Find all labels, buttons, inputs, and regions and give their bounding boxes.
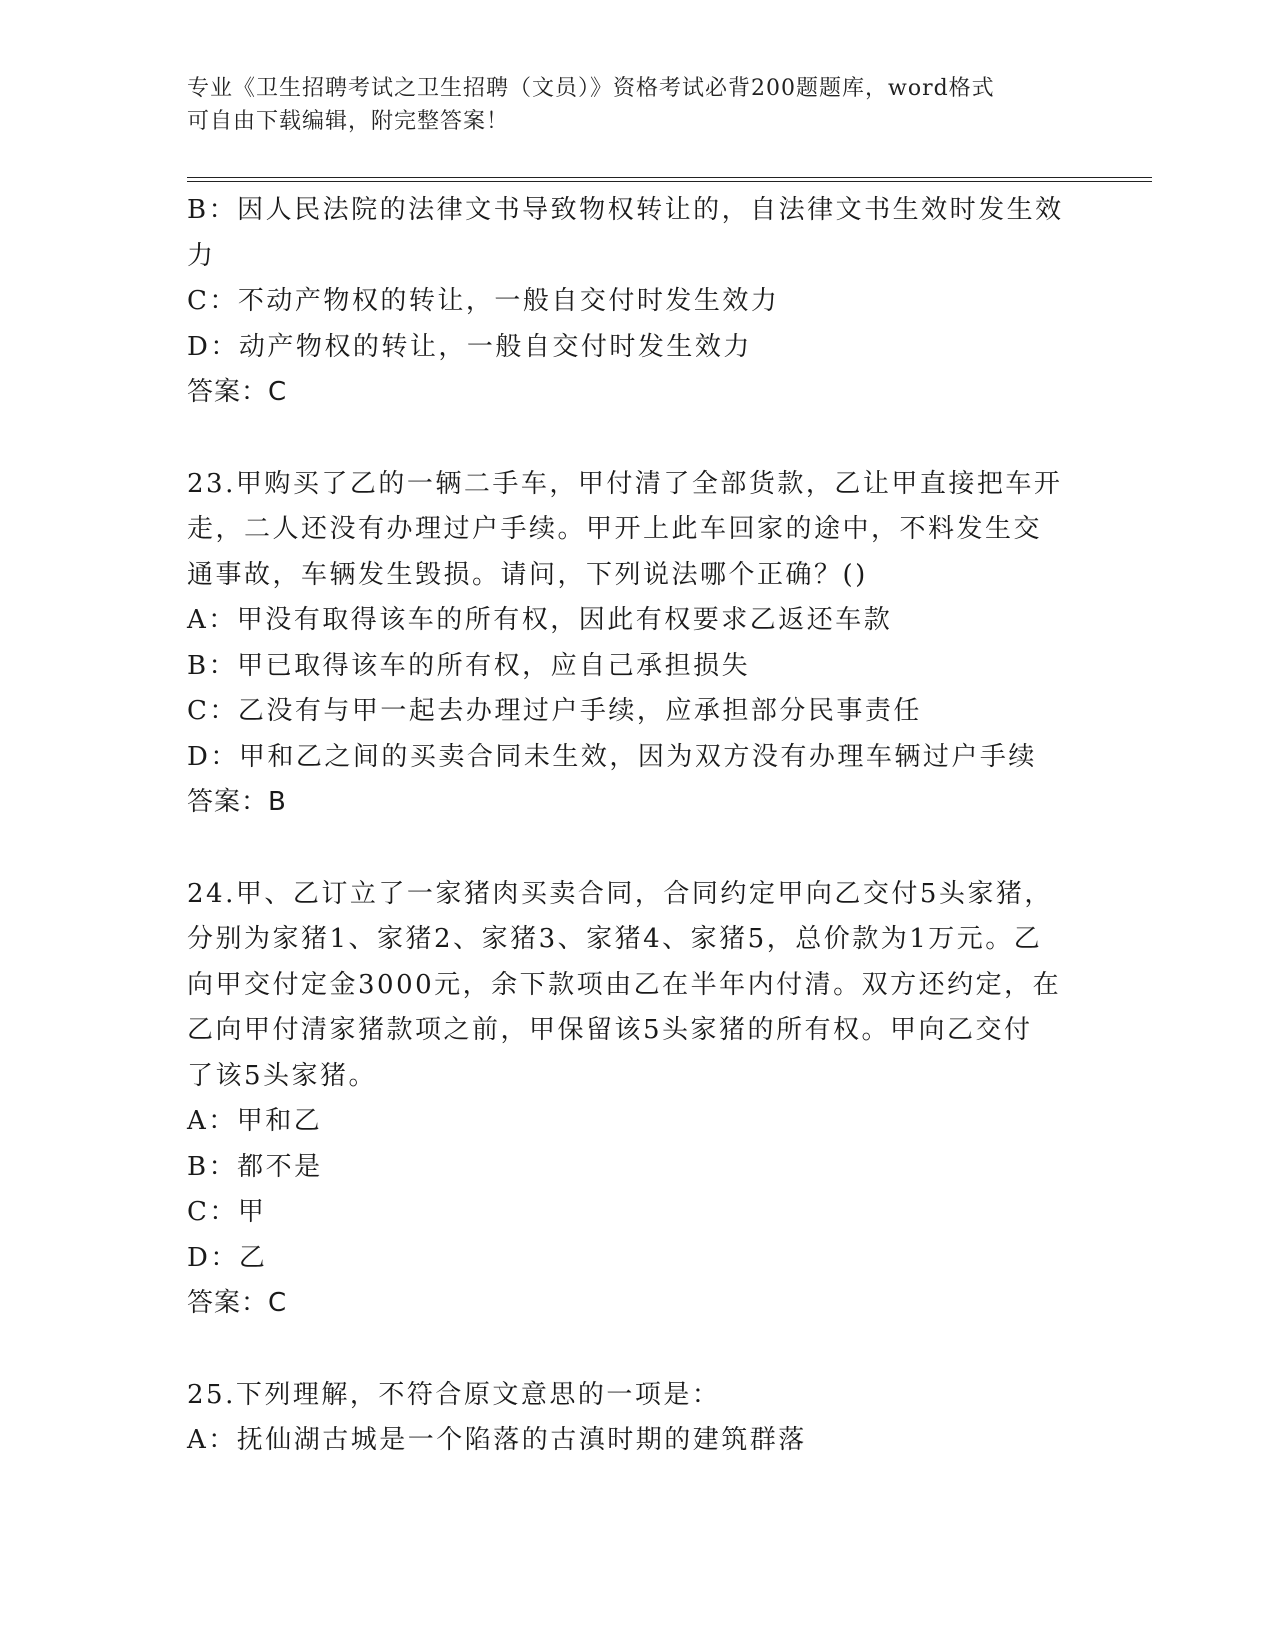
answer-line: 答案：B	[187, 787, 287, 817]
answer-line: 答案：C	[187, 1288, 288, 1318]
option-b: B：都不是	[187, 1151, 323, 1182]
question-stem-line-5: 了该5头家猪。	[187, 1060, 378, 1091]
question-stem-line-3: 向甲交付定金3000元，余下款项由乙在半年内付清。双方还约定，在	[187, 969, 1062, 1000]
option-d: D：甲和乙之间的买卖合同未生效，因为双方没有办理车辆过户手续	[187, 741, 1037, 772]
question-stem-line-1: 24.甲、乙订立了一家猪肉买卖合同，合同约定甲向乙交付5头家猪，	[187, 878, 1053, 909]
question-25	[187, 1373, 1087, 1464]
option-d: D：乙	[187, 1242, 268, 1273]
question-24	[187, 872, 1087, 1327]
spacer	[187, 826, 1087, 872]
option-d: D：动产物权的转让，一般自交付时发生效力	[187, 331, 752, 362]
header-divider	[187, 177, 1152, 182]
question-stem-line-1: 25.下列理解，不符合原文意思的一项是：	[187, 1379, 721, 1410]
option-b-line-1: B：因人民法院的法律文书导致物权转让的，自法律文书生效时发生效	[187, 195, 1064, 225]
question-22-continued	[187, 188, 1087, 416]
option-b: B：甲已取得该车的所有权，应自己承担损失	[187, 650, 751, 681]
spacer	[187, 1327, 1087, 1373]
question-stem-line-2: 走，二人还没有办理过户手续。甲开上此车回家的途中，不料发生交	[187, 514, 1043, 544]
option-a: A：抚仙湖古城是一个陷落的古滇时期的建筑群落	[187, 1425, 807, 1455]
option-c: C：甲	[187, 1197, 267, 1227]
option-a: A：甲没有取得该车的所有权，因此有权要求乙返还车款	[187, 605, 893, 635]
option-c: C：不动产物权的转让，一般自交付时发生效力	[187, 286, 780, 316]
question-stem-line-4: 乙向甲付清家猪款项之前，甲保留该5头家猪的所有权。甲向乙交付	[187, 1015, 1033, 1045]
document-body	[187, 188, 1087, 1464]
header-title-line-2: 可自由下载编辑，附完整答案！	[187, 109, 510, 134]
answer-line: 答案：C	[187, 377, 288, 407]
spacer	[187, 416, 1087, 462]
question-23	[187, 462, 1087, 826]
header-title-line-1: 专业《卫生招聘考试之卫生招聘（文员）》资格考试必背200题题库，word格式	[187, 76, 995, 101]
option-a: A：甲和乙	[187, 1106, 323, 1136]
option-b-line-2: 力	[187, 240, 216, 271]
document-header	[187, 72, 1067, 138]
option-c: C：乙没有与甲一起去办理过户手续，应承担部分民事责任	[187, 696, 922, 726]
question-stem-line-2: 分别为家猪1、家猪2、家猪3、家猪4、家猪5，总价款为1万元。乙	[187, 924, 1043, 954]
question-stem-line-3: 通事故，车辆发生毁损。请问，下列说法哪个正确？()	[187, 559, 868, 590]
question-stem-line-1: 23.甲购买了乙的一辆二手车，甲付清了全部货款，乙让甲直接把车开	[187, 468, 1063, 499]
